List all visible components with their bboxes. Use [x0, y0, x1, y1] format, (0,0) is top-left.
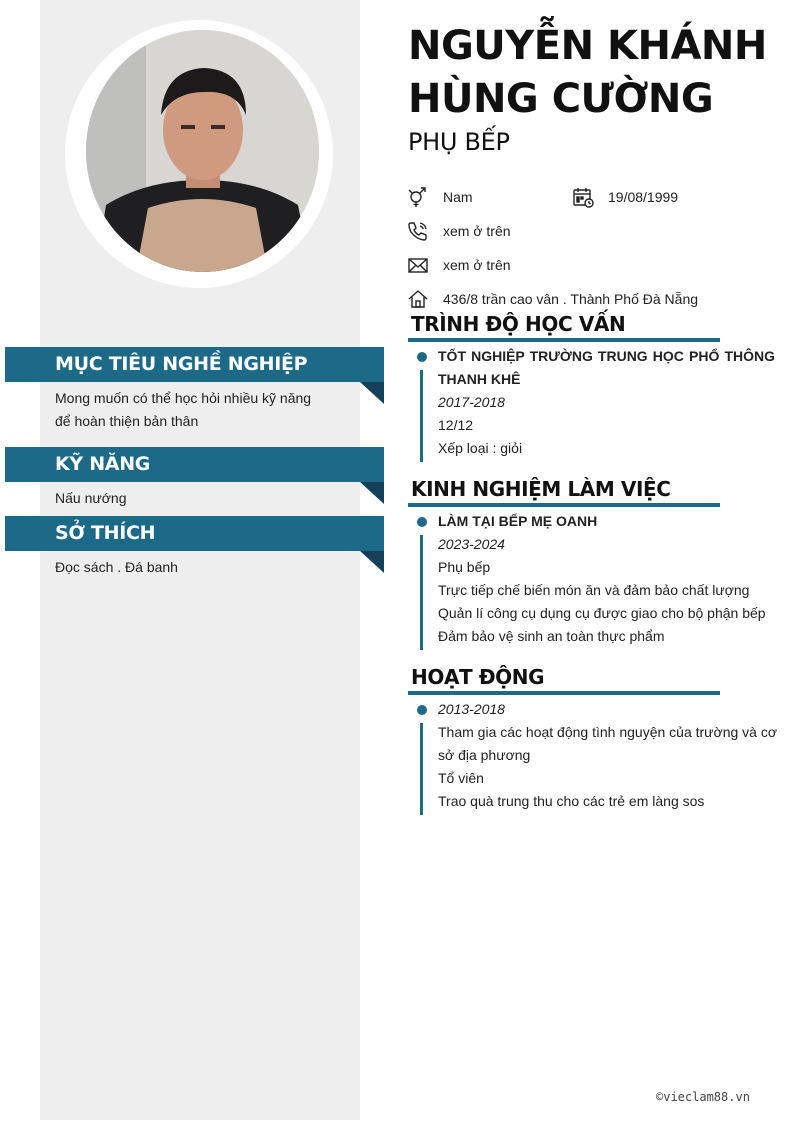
birthdate-value: 19/08/1999 — [608, 189, 679, 205]
phone-icon — [407, 220, 429, 242]
hobbies-heading — [5, 516, 384, 551]
gender-icon — [407, 186, 429, 208]
calendar-icon — [572, 186, 594, 208]
experience-duty: Quản lí công cụ dụng cụ được giao cho bộ phận bếp — [438, 605, 766, 621]
education-period: 2017-2018 — [438, 394, 505, 410]
experience-bullet — [417, 517, 427, 527]
phone-value: xem ở trên — [443, 223, 511, 239]
hobbies-fold — [360, 551, 384, 573]
education-bullet — [417, 352, 427, 362]
education-school-cont: THANH KHÊ — [438, 371, 521, 387]
activities-timeline — [420, 723, 423, 815]
activities-period: 2013-2018 — [438, 701, 505, 717]
activities-divider — [408, 691, 720, 695]
activities-title: HOẠT ĐỘNG — [411, 665, 545, 689]
hobbies-title: SỞ THÍCH — [55, 522, 156, 544]
name-line: HÙNG CƯỜNG — [408, 76, 714, 122]
objective-line: để hoàn thiện bản thân — [55, 413, 199, 429]
objective-text — [55, 387, 340, 433]
candidate-name — [408, 20, 788, 126]
skills-fold — [360, 482, 384, 504]
education-grade: 12/12 — [438, 417, 474, 433]
experience-duty: Trực tiếp chế biến món ăn và đảm bảo chất lượng — [438, 582, 750, 598]
activities-line: sở địa phương — [438, 747, 531, 763]
education-divider — [408, 338, 720, 342]
avatar — [86, 30, 319, 272]
objective-fold — [360, 382, 384, 404]
address-value: 436/8 trần cao vân . Thành Phố Đà Nẵng — [443, 291, 699, 307]
experience-title: KINH NGHIỆM LÀM VIỆC — [411, 477, 671, 501]
home-icon — [407, 288, 429, 310]
skills-heading — [5, 447, 384, 482]
education-title: TRÌNH ĐỘ HỌC VẤN — [411, 312, 626, 336]
name-line: NGUYỄN KHÁNH — [408, 23, 767, 69]
envelope-icon — [407, 254, 429, 276]
objective-line: Mong muốn có thể học hỏi nhiều kỹ năng — [55, 390, 312, 406]
skills-title: KỸ NĂNG — [55, 453, 151, 475]
education-ranking: Xếp loại : giỏi — [438, 440, 523, 456]
skills-text: Nấu nướng — [55, 490, 127, 506]
activities-line: Tổ viên — [438, 770, 484, 786]
education-school: TỐT NGHIỆP TRƯỜNG TRUNG HỌC PHỔ THÔNG — [438, 348, 775, 364]
experience-company: LÀM TẠI BẾP MẸ OANH — [438, 513, 598, 529]
objective-heading — [5, 347, 384, 382]
experience-duty: Đảm bảo vệ sinh an toàn thực phẩm — [438, 628, 665, 644]
job-title: PHỤ BẾP — [408, 128, 510, 156]
education-timeline — [420, 370, 423, 462]
hobbies-text: Đọc sách . Đá banh — [55, 559, 178, 575]
activities-line: Tham gia các hoạt động tình nguyện của trường và cơ — [438, 724, 778, 740]
activities-line: Trao quà trung thu cho các trẻ em làng sos — [438, 793, 705, 809]
objective-title: MỤC TIÊU NGHỀ NGHIỆP — [55, 353, 308, 375]
experience-timeline — [420, 535, 423, 650]
experience-role: Phụ bếp — [438, 559, 491, 575]
email-value: xem ở trên — [443, 257, 511, 273]
activities-bullet — [417, 705, 427, 715]
watermark: ©vieclam88.vn — [656, 1090, 750, 1104]
experience-period: 2023-2024 — [438, 536, 505, 552]
experience-divider — [408, 503, 720, 507]
gender-value: Nam — [443, 189, 473, 205]
